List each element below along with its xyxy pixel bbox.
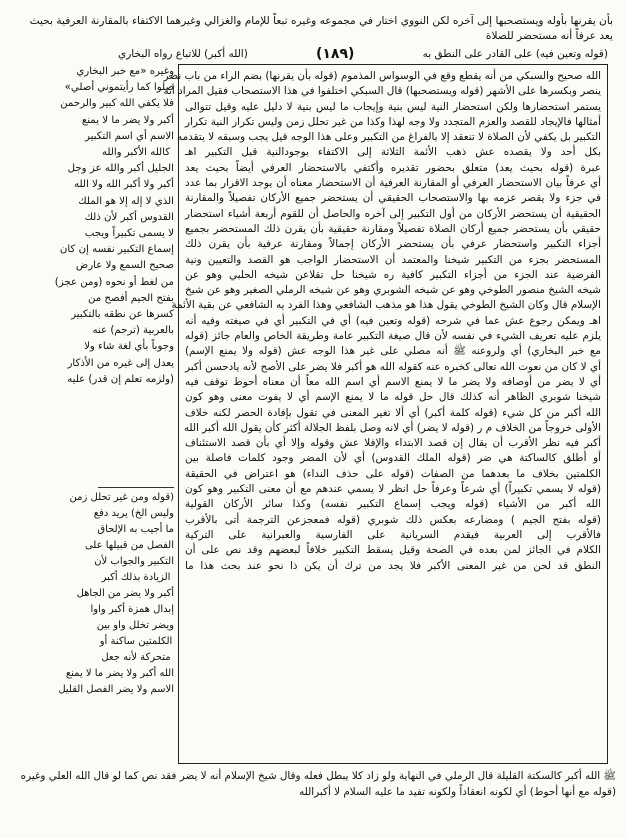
margin-text-line: إسماع التكبير نفسه إن كان [59, 244, 174, 256]
margin-lower-line: أكبر ولا يضر من الجاهل [76, 588, 174, 599]
margin-text-line: بالعربية (ترجم) عنه [92, 325, 174, 337]
main-text-line: أجزاء التكبير واستحضار عرفي بأن يستحضر الأركان إجمالاً ومقارنة عرفية بأن يقرن ذلك [185, 238, 601, 251]
header-right-text: (قوله وتعين فيه) على القادر على النطق به [422, 48, 608, 60]
main-text-line: الله أكبر من الأشياء (قوله ويجب إسماع التكبير نفسه) وكذا سائر الأركان القولية [185, 498, 601, 511]
bottom-line: ﷺ الله أكبر كالسكتة القليلة قال الرملي في النهاية ولو زاد كلا يبطل فعله وقال شيخ الإسلام أنه لا يضر فقد نص كما لو قال الله العلي وغيره [20, 770, 616, 782]
main-text-line: يستمر استحضارها ولكن استحضار النية ليس بنية وإيجاب ما ليس بنية لا دليل عليه وقيل تتوالى [185, 100, 601, 113]
margin-lower-line: (قوله ومن غير تحلل زمن [69, 492, 174, 503]
bottom-line: (قوله مع أنها أحوط) أي لكونه انعقاداً ولكونه تفيد ما عليه السلام لا أكبرالله [299, 786, 616, 798]
margin-text-line: صلوا كما رأيتموني أصلي» [64, 82, 174, 94]
margin-text-line: أكبر ولا يضر ما لا يمنع [81, 114, 174, 126]
margin-lower-line: الكلمتين ساكنة أو [99, 636, 173, 647]
margin-text-line: فلا يكفي الله كبير والرحمن [60, 98, 174, 110]
main-text-line: حقيقي بأن يستحضر جميع أركان الصلاة تفصيلاً ومقارنة حقيقية بأن يقرن ذلك المستحضر بجميع [185, 222, 601, 235]
margin-lower-line: الاسم ولا يضر الفصل القليل [58, 684, 174, 695]
bottom-text [20, 768, 616, 800]
main-text-line: شيخنا شوبري الظاهر أنه كذلك قال حل قوله ما لا يمنع الإسم أي لا يفوت معنى وهو كون [185, 391, 601, 404]
margin-lower-text [58, 490, 174, 770]
margin-lower-line: إبدال همزة أكبر واوا [90, 604, 174, 615]
main-text-line: عبرة (قوله بحيث يعد) متعلق بحضور تقديره وأكتفي بالاستحضار العرفي أيضاً بحيث يعد [185, 161, 601, 174]
margin-lower-line: ما أجيب به الإلحاق [97, 524, 174, 535]
main-text-line: ينصر وبكسرها على الأشهر (قوله ويستصحبها) قال السبكي اختلفوا في هذا الاستصحاب فقيل المراد أنه [163, 85, 601, 98]
top-line: يعد عرفاً أنه مستحضر للصلاة [485, 30, 613, 42]
main-text-line: يلزم عليه تعريف الشيء في نفسه لأن قال صيغة التكبير عامة وطريقة الخاص والعام جائز (قوله [185, 330, 601, 343]
main-text-line: بكل أحد ولا يقصده عش ذهب الأئمة الثلاثة إلى الاكتفاء بوجودالنية قبل التكبير اهـ [185, 146, 601, 159]
margin-lower-line: الله أكبر ولا يضر ما لا يمنع [65, 668, 174, 679]
main-text-line: الكلمتين بخلاف ما بعدهما من الصفات (قوله على حذف النداء) هو اعتراض في الحقيقة [185, 467, 601, 480]
main-text-line: المستحضر بجزء من التكبير شيخنا والمعتمد أن الاستحضار الواجب هو القصد والتعيين ونية [185, 253, 601, 266]
main-text-frame [163, 64, 608, 764]
margin-text-line: وغيره «مع خبر البخاري [76, 66, 174, 77]
margin-text-line: الجليل أكبر والله عز وجل [67, 163, 174, 175]
margin-lower-line: وليس الخ) يريد دفع [93, 508, 174, 519]
margin-text-line: كالله الأكبر والله [101, 147, 171, 159]
margin-text-line: أكبر ولا أكبر الله ولا الله [74, 179, 174, 191]
main-text-line: أمثالها فالإيجاد للقصد والعزم المتجدد ولا وجه لهذا وكذا من غير تحلل زمن وليس تكرار النية تكرار [185, 115, 601, 128]
margin-text-line: القدوس أكبر لأن ذلك [84, 211, 174, 223]
margin-lower-line: الفصل من قبيلها على [84, 540, 174, 551]
top-line: بأن يقرنها بأوله ويستصحبها إلى آخره لكن النووي اختار في مجموعه وغيره تبعاً للإمام والغزالي وغيرهما الاكتفاء بالمقارنة العرفية بحيث [29, 15, 613, 27]
margin-text-line: من لغط أو نحوه (ومن عجز) [54, 276, 174, 288]
main-text-line: (قوله لا يسمي تكبيراً) أي شرعاً وعرفاً حل انظر لا يسمي عندهم مع أن معنى التكبير وهو كون [185, 483, 601, 496]
page-number: (١٨٩) [315, 46, 355, 62]
main-text-line: الكلام في الجائز لمن بعده في الصحة وقيل يسقط التكبير خلافاً لبعضهم وقد نص على أن [185, 544, 601, 557]
main-text-line: في جزء ولا يقصر عزمه بها والاستصحاب الحقيقي أن يستحضر جميع الأركان تفصيلاً والمقارنة [185, 192, 601, 205]
main-text-line: أو أطلق كالساكتة هي ضر (قوله الملك القدوس) أي لأن المضر وجود كلمات فاصلة بين [185, 452, 601, 465]
margin-text-line: الاسم أي اسم التكبير [84, 130, 174, 142]
margin-text-line: لا يسمى تكبيراً ويجب [84, 228, 174, 240]
margin-lower-line: متحركة لأنه جعل [101, 652, 171, 663]
main-text-line: النطق قد لحن من غير المعنى الأكبر فلا يجد من ترك أن يكن ذا نحو عند بحث هذا ما [185, 559, 601, 572]
main-text-line: أي لا يضر من أوصافه ولا يضر ما لا يمنع الاسم أي اسم الله معاً أن معناه أحوط توقف فيه [185, 375, 601, 388]
margin-text-line: بفتح الجيم أفصح من [87, 292, 174, 304]
margin-text-line: صحيح السمع ولا عارض [75, 260, 174, 272]
main-text-line: مع خبر البخاري) أي ولروعنه ﷺ أنه مصلي على غير هذا الوجه عش (قوله ولا يمنع الإسم) [185, 345, 601, 358]
margin-lower-line: ويضر تخلل واو بين [96, 620, 174, 631]
main-text-line: فالأقرب إلى العربية فيقدم السريانية على الفارسية والعبرانية على التركية [185, 528, 601, 541]
main-text-line: الله أكبر من كل شيء (قوله كلمة أكبر) أي ألا تغير المعنى في تقول بإفادة الحصر لكنه خلاف [185, 406, 601, 419]
margin-text-line: وجوباً بأي لغة شاء ولا [84, 341, 174, 353]
margin-text-line: كسرها عن نطقه بالتكبير [71, 309, 174, 321]
main-text-line: الإسلام قال وكان الشيخ الطوخي يقول هذا هو مذهب الشافعي وهذا الفرد يه الشافعي عن بقية الأئمة [171, 299, 601, 312]
top-overflow-text [29, 14, 613, 44]
margin-lower-line: الزيادة بذلك أكبر [101, 572, 171, 583]
main-text-line: أكبر فيه نظر الأقرب أن يقال إن قصد الابتداء والإفلا عش وقوله وإلا أي بأن قصد الاستئناف [185, 437, 601, 450]
main-text-line: أي عرفاً بيان الاستحضار العرفي أو المقارنة العرفية أن الاستحضار معناه أن يوجد الاقرار بما عدد [185, 177, 601, 190]
main-text-line: التكبير بل يكفي لأن الصلاة لا تنعقد إلا بالفراغ من التكبير وعلى هذا الوجه قيل يجب وسبقه لا يتقدمه [177, 131, 601, 144]
main-text-line: (قوله بفتح الجيم ) ومضارعه بعكس ذلك شوبري (قوله فمعجزعن الترجمة أتى بالأقرب [185, 513, 601, 526]
main-text-line: الأولى خروجاً من الخلاف م ر (قوله لا يضر) أي لانه وصل بلفظ الجلالة أكثر كأن يقول الله أكبر الله [183, 421, 601, 434]
main-text-line: اهـ ويمكن رجوع عش عما في شرحه (قوله وتعين فيه) أي في التكبير أي في صيغته وفيه أنه [185, 314, 601, 327]
margin-divider [98, 487, 174, 488]
margin-text-line: يعدل إلى غيره من الأذكار [67, 357, 174, 369]
main-text-line: الحقيقية أن يستحضر الأركان من أول التكبير إلى آخره والحاصل أن للقوم أربعة أشياء استحضار [185, 207, 601, 220]
margin-main-text [54, 64, 174, 484]
margin-text-line: (ولزمه تعلم إن قدر) عليه [67, 373, 174, 385]
header-left-text: (الله أكبر) للاتباع رواه البخاري [118, 48, 248, 60]
page-header [118, 44, 608, 64]
margin-lower-line: التكبير والجواب لأن [94, 556, 174, 567]
main-text-line: الله صحيح والسبكي من أنه يقطع وقع في الوسواس المذموم (قوله بأن يقرنها) بضم الراء من باب نصر [163, 70, 601, 82]
main-text-line: شيخه الشيخ منصور الطوخي وهو عن شيخه الشوبري وهو عن شيخه الرملي الصغير وهو عن شيخ [185, 284, 601, 297]
main-text-line: الفرضية عند الجزء من أجزاء التكبير كافية ره شيخنا حل تقلاعن شيخه الحلبي وهو عن [185, 268, 601, 281]
main-text-line: أي لا كان من نعوت الله تعالى كخبره عنه كقوله الله هو أكبر فلا يضر على الأصح لأنه يادحسن أكبر [185, 360, 601, 373]
margin-text-line: الذي لا إله إلا هو الملك [78, 195, 174, 207]
